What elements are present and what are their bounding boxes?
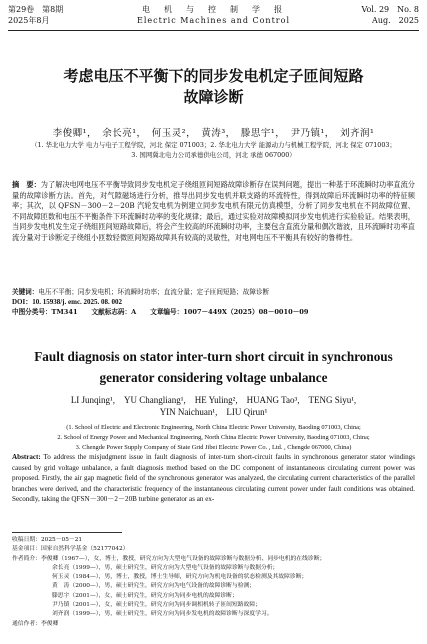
keywords-cn-text: 电压不平衡；同步发电机；环流瞬时功率；直流分量；定子匝间短路；故障诊断 — [38, 288, 270, 296]
journal-name-en: Electric Machines and Control — [136, 16, 290, 25]
authors-en-line-2: YIN Naichuan¹, LIU Qirun¹ — [159, 407, 268, 417]
classification-row — [12, 307, 415, 317]
abstract-cn — [12, 180, 415, 244]
footnote-bio-5: 滕思宇（2001—），女，硕士研究生，研究方向为同步电机的故障诊断； — [52, 592, 238, 599]
authors-cn: 李俊卿¹， 余长亮¹， 何玉灵²， 黄涛³， 滕思宇¹， 尹乃镇¹， 刘齐润¹ — [52, 128, 375, 139]
footnote-bio-4: 黄 涛（2000—），男，硕士研究生，研究方向为电气设备的故障诊断与检测； — [52, 583, 256, 590]
title-en-line-2: generator considering voltage unbalance — [99, 370, 328, 385]
abstract-en-text: To address the misjudgment issue in fault diagnosis of inter-turn short-circuit faults in synchronous generator stator windings caused by grid voltage unbalance, a fault diagnosis method based on the DC component of instantaneous circulating current power was proposed. Firstly, the air gap magnetic field of the synchronous generator was analyzed, the circulating current characteristics of the parallel branches were derived, and the characteristic frequency of the instantaneous circulating current power under fault conditions was obtained. Secondly, taking the QFSN－300－2－20B turbine generator as an ex- — [12, 453, 415, 503]
title-en-line-1: Fault diagnosis on stator inter-turn short circuit in synchronous — [34, 349, 393, 364]
footnotes — [12, 536, 415, 629]
title-cn — [0, 66, 427, 108]
date-cn: 2025年8月 — [8, 16, 50, 25]
affiliations-en — [12, 423, 415, 454]
header-rule — [8, 30, 419, 31]
date-en: Aug. 2025 — [372, 16, 419, 25]
footnote-bio-2: 余长亮（1999—），男，硕士研究生，研究方向为大型电气设备的故障诊断与数据分析； — [52, 564, 279, 571]
affiliations-cn — [12, 140, 415, 160]
title-cn-line-1: 考虑电压不平衡下的同步发电机定子匝间短路 — [63, 67, 364, 85]
abstract-en-label: Abstract: — [12, 453, 41, 461]
footnote-received: 收稿日期：2025－05－21 — [12, 537, 83, 543]
abstract-cn-text: 为了解决电网电压不平衡导致同步发电机定子绕组匝间短路故障诊断存在误判问题，提出一种基于环流瞬时功率直流分量的故障诊断方法。首先，对气隙磁场进行分析，推导出同步发电机并联支路的环流特性，得到故障后环流瞬时功率的特征频率；其次，以 QFSN－300－2－20B 汽轮发电机为例建立同步发电机有限元仿真模型，分析了同步发电机在不同故障位置、不同故障匝数和电压不平衡条件下环流瞬时功率的变化规律；最后，通过实验对故障模拟同步发电机进行实验验证。结果表明，当同步发电机发生定子绕组匝间短路故障后，将会产生较高的环流瞬时功率，主要包含直流分量和偶次谐波，且环流瞬时功率直流分量对于诊断定子绕组小匝数轻微匝间短路故障具有较高的灵敏性，对电网电压不平衡具有较好的鲁棒性。 — [12, 180, 415, 242]
running-header — [8, 4, 419, 30]
keywords-cn — [12, 287, 415, 297]
footnote-fund: 基金项目：国家自然科学基金（52177042） — [12, 546, 129, 553]
keywords-cn-label: 关键词： — [12, 288, 39, 296]
authors-en-line-1: LI Junqing¹, YU Changliang¹, HE Yuling², HUANG Tao³, TENG Siyu¹, — [70, 395, 357, 405]
article-number: 文章编号：1007－449X（2025）08－0010－09 — [150, 308, 309, 316]
affiliation-en-line-1: (1. School of Electric and Electronic Engineering, North China Electric Power University, Baoding 071003, China; — [66, 424, 361, 431]
article-meta — [12, 287, 415, 317]
clc-number: 中图分类号：TM341 — [12, 308, 78, 316]
footnote-bio-3: 何玉灵（1984—），男，博士，教授，博士生导师，研究方向为机电设备的状态检测及其故障诊断； — [52, 574, 308, 581]
abstract-cn-label: 摘 要： — [12, 180, 41, 189]
affiliation-en-line-2: 2. School of Energy Power and Mechanical Engineering, North China Electric Power University, Baoding 071003, China; — [57, 434, 370, 442]
footnote-bio-1: 作者简介：李俊卿（1967—），女，博士，教授，研究方向为大型电气设备的故障诊断与数据分析、同步电机的在线诊断； — [12, 555, 326, 562]
volume-en: Vol. 29 No. 8 — [361, 5, 419, 14]
footnote-rule — [12, 532, 122, 533]
footnote-corresponding: 通信作者：李俊卿 — [12, 620, 59, 627]
authors-en — [0, 394, 427, 418]
footnote-bio-6: 尹乃镇（2001—），女，硕士研究生，研究方向为同步调相机转子匝间短路故障； — [52, 602, 261, 609]
affiliation-cn-line-2: 3. 国网冀北电力公司承德供电公司，河北 承德 067000） — [131, 151, 296, 159]
title-cn-line-2: 故障诊断 — [183, 88, 244, 106]
journal-name-cn: 电 机 与 控 制 学 报 — [142, 5, 285, 14]
title-en — [0, 346, 427, 388]
affiliation-en-line-3: 3. Chengde Power Supply Company of State Grid Jibei Electric Power Co. , Ltd. , Chengde 067000, China) — [75, 444, 352, 452]
abstract-en — [12, 452, 415, 505]
footnote-bio-7: 刘齐润（1999—），男，硕士研究生，研究方向为同步发电机的故障诊断与深度学习。 — [52, 611, 273, 618]
affiliation-cn-line-1: （1. 华北电力大学 电力与电子工程学院，河北 保定 071003；2. 华北电力大学 能源动力与机械工程学院，河北 保定 071003； — [31, 141, 396, 149]
header-center — [8, 4, 419, 26]
volume-cn: 第29卷 第8期 — [8, 5, 64, 14]
document-code: 文献标志码：A — [91, 308, 137, 316]
header-right — [361, 4, 419, 26]
doi: DOI：10. 15938/j. emc. 2025. 08. 002 — [12, 298, 123, 306]
